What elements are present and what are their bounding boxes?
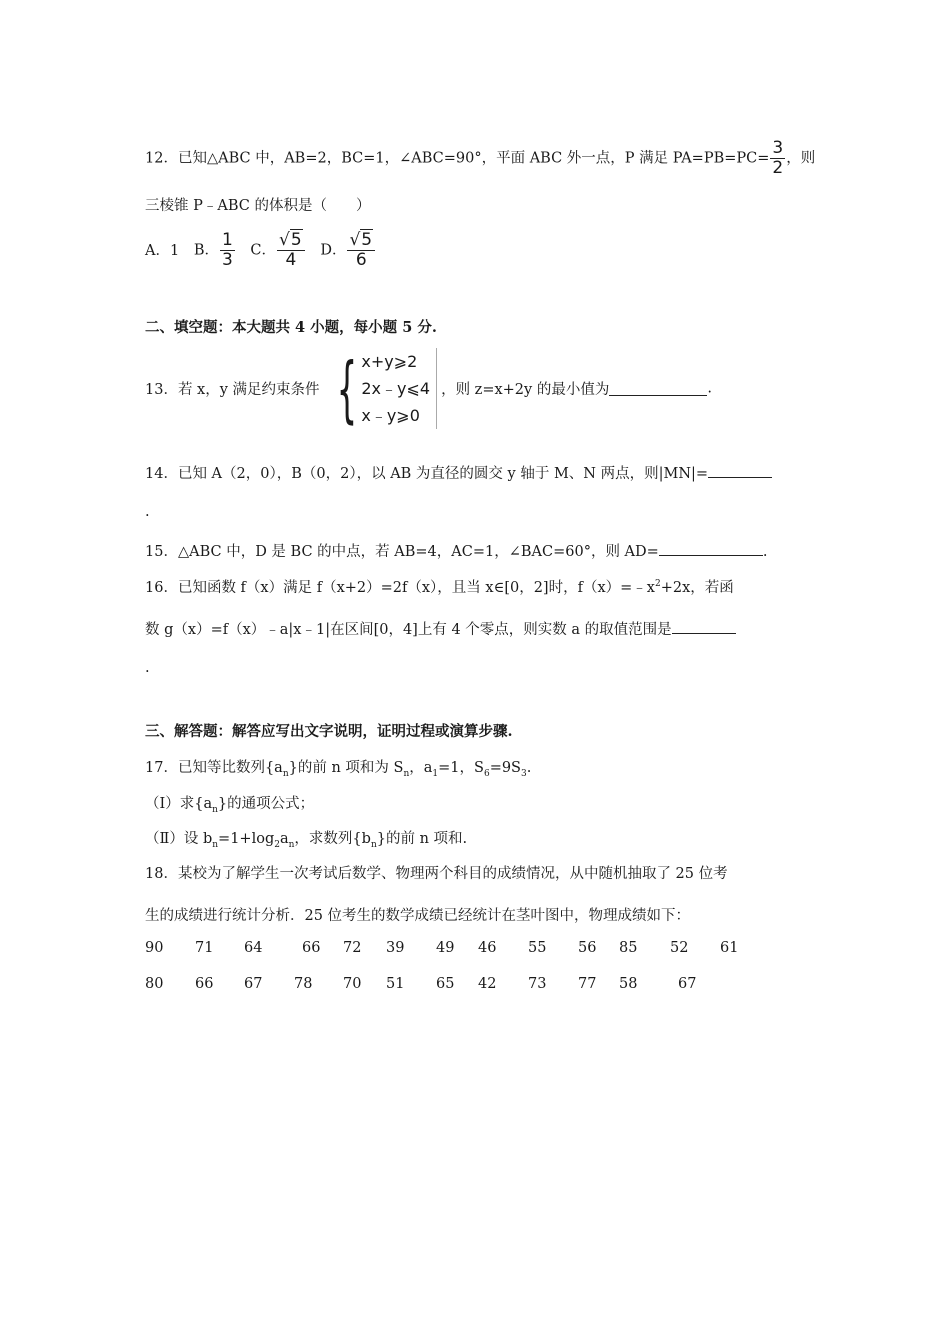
score-cell: 73: [528, 976, 547, 992]
score-cell: 42: [478, 976, 497, 992]
score-cell: 56: [578, 940, 597, 956]
section-3-heading: 三、解答题：解答应写出文字说明，证明过程或演算步骤.: [145, 723, 513, 740]
score-cell: 80: [145, 976, 164, 992]
score-cell: 64: [244, 940, 263, 956]
score-cell: 55: [528, 940, 547, 956]
q14-answer-blank: [708, 463, 772, 478]
score-cell: 67: [678, 976, 697, 992]
q12-fraction: $\frac{3}{2}$: [772, 138, 784, 178]
score-cell: 39: [386, 940, 405, 956]
score-cell: 46: [478, 940, 497, 956]
score-cell: 72: [343, 940, 362, 956]
score-cell: 85: [619, 940, 638, 956]
q15-line: 15．△ABC 中，D 是 BC 的中点，若 AB=4，AC=1，∠BAC=60°，则 AD= .: [145, 540, 767, 561]
q16-answer-blank: [672, 619, 736, 634]
q12-options: [145, 232, 386, 269]
q12-text: 12．已知△ABC 中，AB=2，BC=1，∠ABC=90°，平面 ABC 外一点，P 满足 PA=PB=PC=: [145, 150, 770, 167]
q13-answer-blank: [609, 381, 707, 396]
score-cell: 70: [343, 976, 362, 992]
q17-part-2: （Ⅱ）设 $b_n=1+\log_2a_n$，求数列$\{b_n\}$的前 n 项和.: [145, 831, 468, 850]
q12-option-a: A．1: [145, 242, 180, 259]
q16-line2: 数 g（x）=f（x）﹣a|x﹣1|在区间[0，4]上有 4 个零点，则实数 a 的取值范围是: [145, 618, 736, 639]
q14-end: .: [145, 504, 150, 520]
score-cell: 71: [195, 940, 214, 956]
q18-line2: 生的成绩进行统计分析．25 位考生的数学成绩已经统计在茎叶图中，物理成绩如下：: [145, 908, 691, 924]
q17-part-1: （Ⅰ）求$\{a_n\}$的通项公式；: [145, 796, 315, 815]
score-cell: 67: [244, 976, 263, 992]
section-2-heading: 二、填空题：本大题共 4 小题，每小题 5 分.: [145, 319, 437, 336]
score-cell: 49: [436, 940, 455, 956]
q12-option-c: C． $\frac{√5}{4}$: [250, 232, 305, 269]
q12-option-d: D． $\frac{√5}{6}$: [320, 232, 376, 269]
score-cell: 58: [619, 976, 638, 992]
q12-line2: 三棱锥 P﹣ABC 的体积是（ ）: [145, 198, 371, 214]
score-cell: 90: [145, 940, 164, 956]
q15-answer-blank: [659, 541, 763, 556]
q16-end: .: [145, 660, 150, 676]
q13-line: 13．若 x，y 满足约束条件 { x+y⩾2 2x﹣y⩽4 x﹣y⩾0 ，则 z=x+2y 的最小值为 .: [145, 346, 712, 431]
q14-line1: 14．已知 A（2，0），B（0，2），以 AB 为直径的圆交 y 轴于 M、N 两点，则|MN|=: [145, 462, 772, 483]
score-cell: 66: [195, 976, 214, 992]
q12-line1: 12．已知△ABC 中，AB=2，BC=1，∠ABC=90°，平面 ABC 外一点，P 满足 PA=PB=PC= $\frac{3}{2}$ ，则: [145, 138, 816, 178]
score-cell: 78: [294, 976, 313, 992]
q13-constraint-system: { x+y⩾2 2x﹣y⩽4 x﹣y⩾0: [324, 348, 438, 429]
score-cell: 51: [386, 976, 405, 992]
score-cell: 77: [578, 976, 597, 992]
score-cell: 61: [720, 940, 739, 956]
score-cell: 65: [436, 976, 455, 992]
q17-line1: 17．已知等比数列$\{a_n\}$的前 n 项和为 $S_n$，$a_1=1$，$S_6=9S_3$.: [145, 760, 532, 779]
q12-option-b: B． $\frac{1}{3}$: [193, 230, 233, 270]
q16-line1: 16．已知函数 f（x）满足 f（x+2）=2f（x），且当 x∈[0，2]时，$f(x)=﹣x^2+2x$，若函: [145, 579, 734, 596]
q18-line1: 18．某校为了解学生一次考试后数学、物理两个科目的成绩情况，从中随机抽取了 25 位考: [145, 866, 728, 882]
score-cell: 52: [670, 940, 689, 956]
score-cell: 66: [302, 940, 321, 956]
